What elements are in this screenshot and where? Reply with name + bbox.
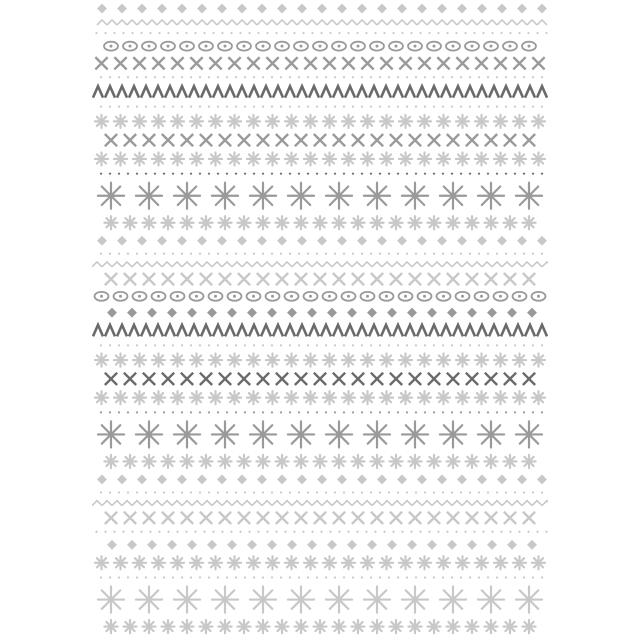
pattern-band-stars: [104, 455, 535, 468]
pattern-band-chevrons: [93, 325, 547, 336]
pattern-band-zigzag: [97, 20, 547, 25]
pattern-band-crosses: [106, 513, 535, 524]
pattern-band-snowflakes: [98, 421, 542, 447]
pattern-band-zigzag: [92, 501, 548, 506]
pattern-sheet: [92, 0, 548, 640]
pattern-band-stars: [95, 152, 545, 165]
pattern-band-dots: [100, 491, 543, 493]
pattern-band-stars: [104, 216, 535, 229]
pattern-band-dots: [100, 76, 543, 78]
pattern-band-zigzag: [92, 262, 548, 267]
pattern-band-crosses: [106, 374, 535, 385]
pattern-band-stars: [95, 115, 545, 128]
pattern-band-crosses: [96, 58, 544, 69]
pattern-band-dots: [100, 173, 543, 175]
pattern-band-snowflakes: [98, 587, 542, 613]
pattern-band-dots: [100, 106, 543, 108]
pattern-band-diamonds: [97, 236, 547, 246]
pattern-band-crosses: [106, 135, 535, 146]
pattern-band-diamonds: [107, 540, 537, 550]
pattern-band-chevrons: [93, 86, 547, 97]
pattern-band-stars: [104, 620, 535, 633]
pattern-band-snowflakes: [98, 183, 542, 209]
pattern-band-dots: [95, 32, 547, 34]
pattern-band-dots: [100, 411, 543, 413]
pattern-band-dots: [100, 576, 543, 578]
pattern-band-dots: [100, 344, 543, 346]
pattern-band-stars: [95, 556, 545, 569]
pattern-band-dots: [100, 253, 543, 255]
pattern-band-ovals: [95, 292, 546, 301]
pattern-band-stars: [95, 354, 545, 367]
pattern-band-diamonds: [97, 474, 547, 484]
pattern-band-diamonds: [107, 308, 537, 318]
knit-pattern: [92, 0, 548, 640]
pattern-band-diamonds: [97, 4, 547, 14]
pattern-band-ovals: [104, 42, 536, 51]
pattern-band-crosses: [106, 274, 535, 285]
pattern-band-stars: [95, 391, 545, 404]
pattern-band-dots: [95, 531, 547, 533]
